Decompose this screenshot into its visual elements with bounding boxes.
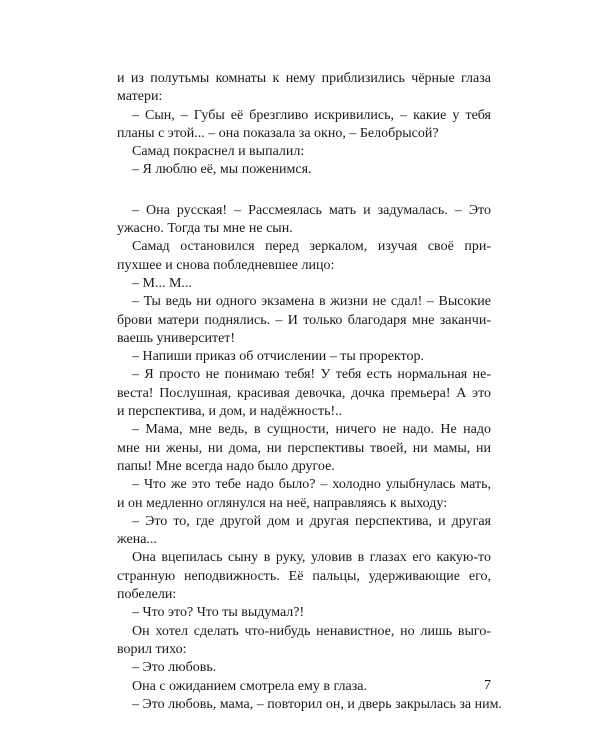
text-line: побелели: xyxy=(117,587,177,603)
text-line: Самад покраснел и выпалил: xyxy=(132,144,305,160)
text-line: папы! Мне всегда надо было другое. xyxy=(117,458,335,474)
text-line: Он хотел сделать что-нибудь ненавистное, но лишь выго- xyxy=(132,623,491,639)
text-line: – Что же это тебе надо было? – холодно улыбнулась мать, xyxy=(132,477,491,493)
text-line: планы с этой... – она показала за окно, – Белобрысой? xyxy=(117,125,439,141)
text-line: ужасно. Тогда ты мне не сын. xyxy=(117,221,293,237)
text-line: Она с ожиданием смотрела ему в глаза. xyxy=(132,678,367,694)
text-line: – Ты ведь ни одного экзамена в жизни не сдал! – Высокие xyxy=(132,294,491,310)
text-line: – Сын, – Губы её брезгливо искривились, – какие у тебя xyxy=(132,107,491,123)
text-line: брови матери поднялись. – И только благодаря мне заканчи- xyxy=(117,312,491,328)
text-line: и перспектива, и дом, и надёжность!.. xyxy=(117,404,343,420)
text-line: – Я люблю её, мы поженимся. xyxy=(132,162,312,178)
text-line: и из полутьмы комнаты к нему приблизились чёрные глаза xyxy=(117,71,491,86)
text-line: – Это то, где другой дом и другая перспектива, и другая xyxy=(132,513,491,529)
body-text xyxy=(117,70,502,714)
text-line: – Она русская! – Рассмеялась мать и задумалась. – Это xyxy=(132,202,491,218)
paragraph-gap xyxy=(117,180,491,202)
text-line: и он медленно оглянулся на неё, направляясь к выходу: xyxy=(117,495,448,511)
text-line: веста! Послушная, красивая девочка, дочка премьера! А это xyxy=(117,385,491,401)
text-line: Самад остановился перед зеркалом, изучая своё при- xyxy=(132,239,491,255)
text-line: мне ни жены, ни дома, ни перспективы твоей, ни мамы, ни xyxy=(117,440,491,456)
text-line: – Напиши приказ об отчислении – ты проректор. xyxy=(132,349,424,365)
text-line: пухшее и снова побледневшее лицо: xyxy=(117,257,335,273)
text-line: – Мама, мне ведь, в сущности, ничего не надо. Не надо xyxy=(132,422,491,438)
text-line: Она вцепилась сыну в руку, уловив в глазах его какую-то xyxy=(132,550,491,566)
text-line: – М... М... xyxy=(132,275,192,291)
text-line: странную неподвижность. Её пальцы, удерживающие его, xyxy=(117,568,491,584)
text-line: матери: xyxy=(117,89,163,105)
text-line: – Я просто не понимаю тебя! У тебя есть нормальная не- xyxy=(132,367,491,383)
text-line: – Это любовь, мама, – повторил он, и дверь закрылась за ним. xyxy=(132,696,502,712)
page-number: 7 xyxy=(484,678,491,693)
text-line: – Что это? Что ты выдумал?! xyxy=(132,605,305,621)
text-line: ворил тихо: xyxy=(117,641,187,657)
text-line: – Это любовь. xyxy=(132,660,217,676)
text-line: ваешь университет! xyxy=(117,330,236,346)
text-line: жена... xyxy=(117,532,157,548)
